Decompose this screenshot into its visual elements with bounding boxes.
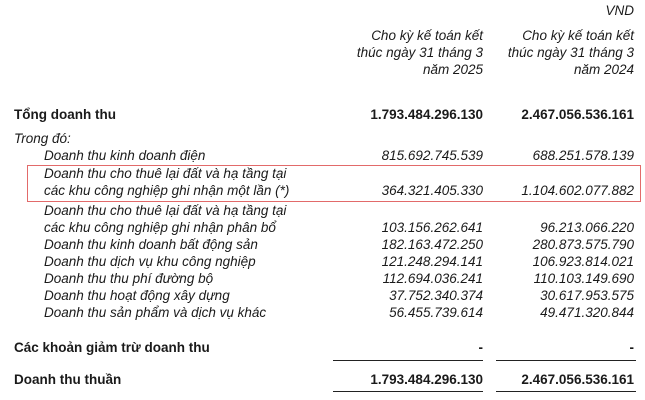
other-2024: 49.471.320.844 xyxy=(540,305,634,320)
column-header-2024: Cho kỳ kế toán kết thúc ngày 31 tháng 3 năm 2024 xyxy=(507,28,634,77)
ip-services-2025: 121.248.294.141 xyxy=(381,254,483,269)
net-revenue-label: Doanh thu thuần xyxy=(14,372,122,387)
construction-2025: 37.752.340.374 xyxy=(389,288,483,303)
real-estate-2024: 280.873.575.790 xyxy=(532,237,634,252)
lease-allocated-2025: 103.156.262.641 xyxy=(381,220,483,235)
lease-allocated-2024: 96.213.066.220 xyxy=(540,220,634,235)
total-revenue-2025: 1.793.484.296.130 xyxy=(370,107,483,122)
ip-services-label: Doanh thu dịch vụ khu công nghiệp xyxy=(44,254,256,269)
road-toll-label: Doanh thu thu phí đường bộ xyxy=(44,271,214,286)
electricity-2025: 815.692.745.539 xyxy=(381,148,483,163)
construction-label: Doanh thu hoạt động xây dựng xyxy=(44,288,230,303)
other-label: Doanh thu sản phẩm và dịch vụ khác xyxy=(44,305,267,320)
lease-once-2025: 364.321.405.330 xyxy=(381,183,483,198)
net-revenue-2025: 1.793.484.296.130 xyxy=(370,372,483,387)
lease-once-label-line1: Doanh thu cho thuê lại đất và hạ tầng tại xyxy=(44,166,287,181)
lease-once-label-line2: các khu công nghiệp ghi nhận một lần (*) xyxy=(44,183,290,198)
ip-services-2024: 106.923.814.021 xyxy=(532,254,634,269)
lease-allocated-label-line2: các khu công nghiệp ghi nhận phân bổ xyxy=(44,220,276,235)
deductions-2025: - xyxy=(478,340,483,355)
real-estate-label: Doanh thu kinh doanh bất động sản xyxy=(44,237,258,252)
electricity-2024: 688.251.578.139 xyxy=(532,148,634,163)
currency-label: VND xyxy=(605,3,634,18)
construction-2024: 30.617.953.575 xyxy=(540,288,634,303)
total-rule-2025 xyxy=(333,391,483,392)
electricity-label: Doanh thu kinh doanh điện xyxy=(44,148,206,163)
other-2025: 56.455.739.614 xyxy=(389,305,483,320)
deductions-label: Các khoản giảm trừ doanh thu xyxy=(14,340,210,355)
lease-once-2024: 1.104.602.077.882 xyxy=(521,183,634,198)
lease-allocated-label-line1: Doanh thu cho thuê lại đất và hạ tầng tại xyxy=(44,203,287,218)
subtotal-rule-2024 xyxy=(496,360,636,361)
subtotal-rule-2025 xyxy=(333,360,483,361)
deductions-2024: - xyxy=(629,340,634,355)
road-toll-2025: 112.694.036.241 xyxy=(382,271,483,286)
total-revenue-2024: 2.467.056.536.161 xyxy=(521,107,634,122)
total-rule-2024 xyxy=(496,391,636,392)
total-revenue-label: Tổng doanh thu xyxy=(14,107,116,122)
of-which-label: Trong đó: xyxy=(14,131,71,146)
road-toll-2024: 110.103.149.690 xyxy=(533,271,634,286)
real-estate-2025: 182.163.472.250 xyxy=(381,237,483,252)
column-header-2025: Cho kỳ kế toán kết thúc ngày 31 tháng 3 năm 2025 xyxy=(356,28,483,77)
net-revenue-2024: 2.467.056.536.161 xyxy=(521,372,634,387)
